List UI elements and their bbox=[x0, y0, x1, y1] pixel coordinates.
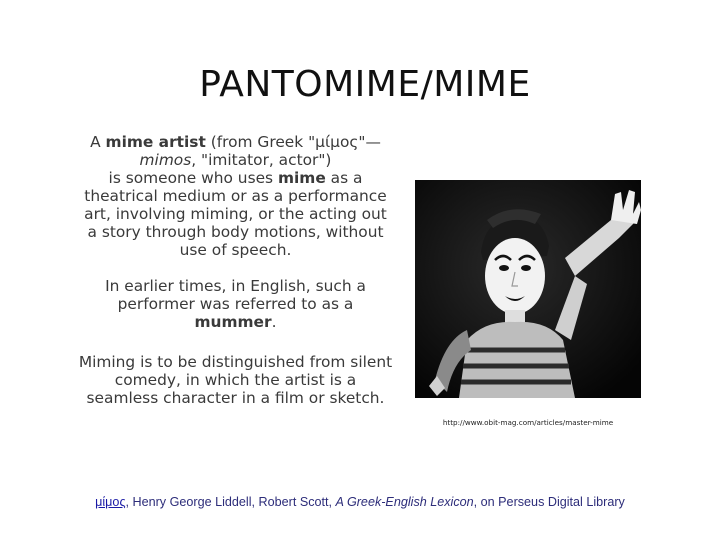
paragraph-definition bbox=[78, 133, 393, 259]
term-mimos: mimos bbox=[139, 151, 192, 169]
citation-text: , on Perseus Digital Library bbox=[473, 495, 625, 509]
text-run: . bbox=[271, 313, 277, 331]
citation-line bbox=[0, 495, 720, 509]
text-run: In earlier times, in English, such a performer was referred to as a bbox=[105, 277, 366, 313]
text-run: as a theatrical medium or as a performance art, involving miming, or the acting out a story through body motions, without use of speech. bbox=[84, 169, 387, 259]
citation-link[interactable]: μίμος bbox=[95, 495, 126, 509]
paragraph-distinction: Miming is to be distinguished from silent comedy, in which the artist is a seamless character in a film or sketch. bbox=[78, 353, 393, 407]
paragraph-mummer bbox=[78, 277, 393, 331]
term-mime: mime bbox=[277, 169, 326, 187]
text-run: is someone who uses bbox=[108, 169, 278, 187]
citation-book-title: A Greek-English Lexicon bbox=[335, 495, 474, 509]
term-mummer: mummer bbox=[194, 313, 272, 331]
text-run: (from Greek "μίμος"— bbox=[205, 133, 381, 151]
term-mime-artist: mime artist bbox=[105, 133, 206, 151]
text-run: , "imitator, actor") bbox=[191, 151, 332, 169]
mime-performer-photo bbox=[415, 180, 641, 398]
slide-title: PANTOMIME/MIME bbox=[199, 64, 531, 105]
text-run: A bbox=[90, 133, 106, 151]
mime-performer-photo-icon bbox=[415, 180, 641, 398]
citation-text: , Henry George Liddell, Robert Scott, bbox=[125, 495, 336, 509]
body-text-column bbox=[78, 133, 393, 407]
photo-credit-url: http://www.obit-mag.com/articles/master-mime bbox=[442, 418, 614, 427]
